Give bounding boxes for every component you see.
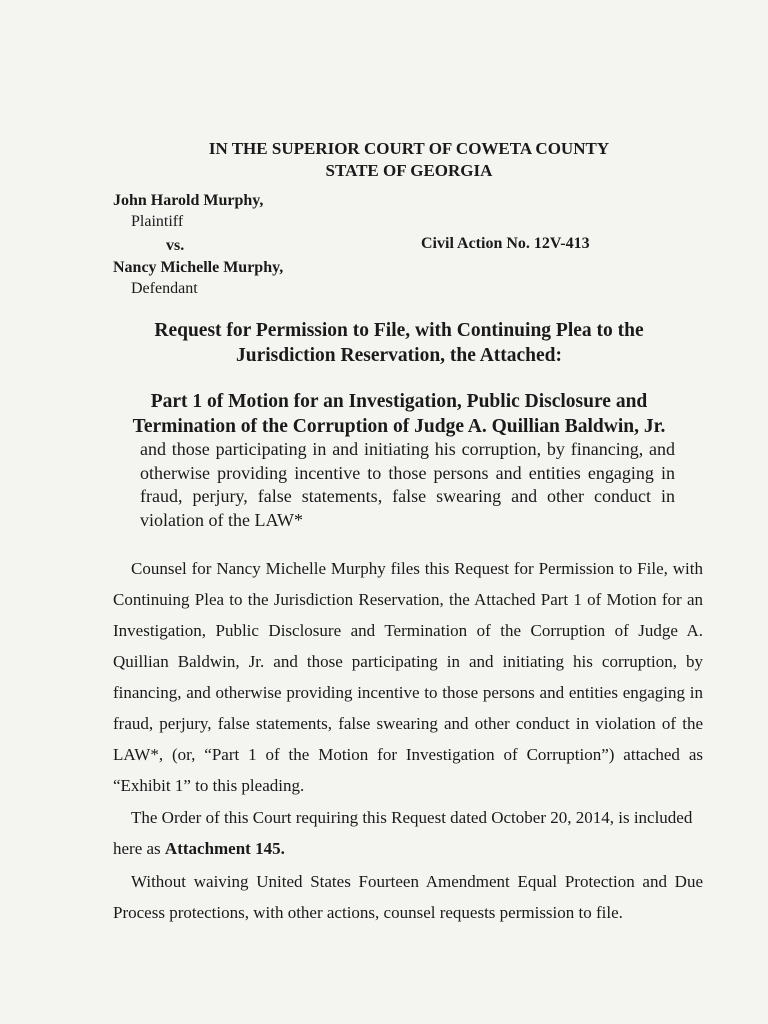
court-state: STATE OF GEORGIA xyxy=(325,161,493,180)
court-header xyxy=(0,138,768,182)
request-title xyxy=(0,318,768,368)
motion-title-line1: Part 1 of Motion for an Investigation, Public Disclosure and xyxy=(150,391,648,412)
request-title-line1: Request for Permission to File, with Continuing Plea to the xyxy=(154,320,644,341)
body-paragraph-1: Counsel for Nancy Michelle Murphy files this Request for Permission to File, with Continuing Plea to the Jurisdiction Reservation, the Attached Part 1 of Motion for an Investigation, Public Disclosure and Termination of the Corruption of Judge A. Quillian Baldwin, Jr. and those participating in and initiating his corruption, by financing, and otherwise providing incentive to those persons and entities engaging in fraud, perjury, false statements, false swearing and other conduct in violation of the LAW*, (or, “Part 1 of the Motion for Investigation of Corruption”) attached as “Exhibit 1” to this pleading. xyxy=(113,559,703,795)
attachment-reference: Attachment 145. xyxy=(164,839,285,858)
body-paragraph-2 xyxy=(113,802,703,864)
body-paragraph-2-text: The Order of this Court requiring this Request dated October 20, 2014, is included here as xyxy=(113,808,693,858)
versus-label: vs. xyxy=(166,237,185,254)
court-name: IN THE SUPERIOR COURT OF COWETA COUNTY xyxy=(208,139,610,158)
civil-action-number: Civil Action No. 12V-413 xyxy=(421,235,590,252)
body-paragraph-3: Without waiving United States Fourteen Amendment Equal Protection and Due Process protections, with other actions, counsel requests permission to file. xyxy=(113,872,703,922)
defendant-role: Defendant xyxy=(131,280,198,297)
defendant-name: Nancy Michelle Murphy, xyxy=(113,259,284,276)
plaintiff-role: Plaintiff xyxy=(131,213,184,230)
request-title-line2: Jurisdiction Reservation, the Attached: xyxy=(235,345,563,366)
motion-description: and those participating in and initiating his corruption, by financing, and otherwise providing incentive to those persons and entities engaging in fraud, perjury, false statements, false swearing and other conduct in violation of the LAW* xyxy=(140,439,675,530)
motion-title xyxy=(0,389,768,439)
plaintiff-name: John Harold Murphy, xyxy=(113,192,264,209)
motion-title-line2: Termination of the Corruption of Judge A. Quillian Baldwin, Jr. xyxy=(132,416,666,437)
